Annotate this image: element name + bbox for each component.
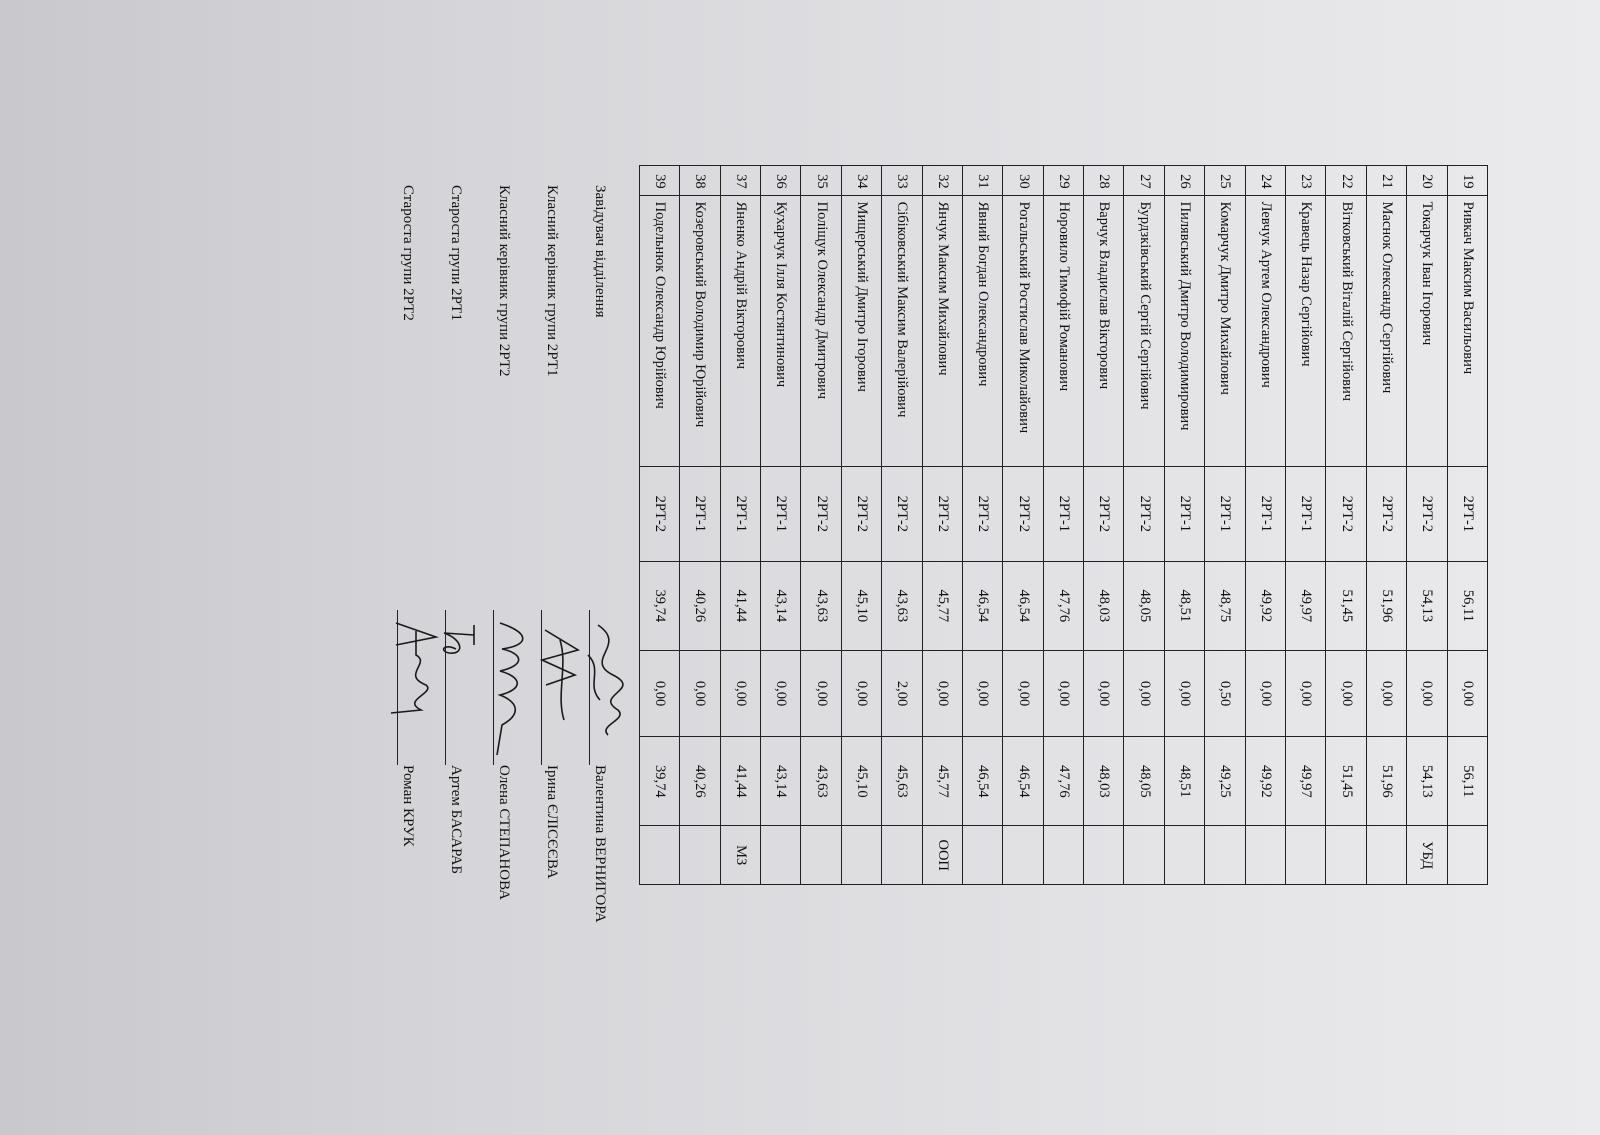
- signatory-name: Артем БАСАРАБ: [448, 765, 464, 875]
- total-score: 43,14: [760, 737, 800, 826]
- group-code: 2РТ-2: [882, 466, 922, 561]
- table-row: [1286, 166, 1326, 885]
- student-name: Явний Богдан Олександрович: [962, 195, 1002, 466]
- student-name: Комарчук Дмитро Михайлович: [1205, 195, 1245, 466]
- row-number: 22: [1326, 166, 1366, 196]
- table-row: [680, 166, 720, 885]
- signature-row: [584, 165, 608, 1015]
- total-score: 49,92: [1245, 737, 1285, 826]
- average-score: 43,63: [882, 561, 922, 650]
- average-score: 45,77: [922, 561, 962, 650]
- bonus-points: 0,00: [1366, 650, 1406, 736]
- average-score: 39,74: [639, 561, 679, 650]
- row-number: 27: [1124, 166, 1164, 196]
- bonus-points: 0,00: [760, 650, 800, 736]
- student-name: Козеровський Володимир Юрійович: [680, 195, 720, 466]
- table-row: [841, 166, 881, 885]
- note-cell: [1084, 826, 1124, 885]
- signature-row: [536, 165, 560, 1015]
- student-name: Яненко Андрій Вікторович: [720, 195, 760, 466]
- average-score: 48,51: [1164, 561, 1204, 650]
- group-code: 2РТ-2: [639, 466, 679, 561]
- bonus-points: 0,00: [720, 650, 760, 736]
- student-name: Сібіковський Максим Валерійович: [882, 195, 922, 466]
- group-code: 2РТ-1: [1205, 466, 1245, 561]
- bonus-points: 0,00: [1003, 650, 1043, 736]
- bonus-points: 0,00: [1124, 650, 1164, 736]
- bonus-points: 0,00: [639, 650, 679, 736]
- total-score: 40,26: [680, 737, 720, 826]
- bonus-points: 2,00: [882, 650, 922, 736]
- group-code: 2РТ-2: [801, 466, 841, 561]
- student-name: Ривкач Максим Васильович: [1447, 195, 1487, 466]
- student-name: Поліщук Олександр Дмитрович: [801, 195, 841, 466]
- note-cell: [1164, 826, 1204, 885]
- group-code: 2РТ-1: [1286, 466, 1326, 561]
- table-row: [1407, 166, 1447, 885]
- average-score: 49,92: [1245, 561, 1285, 650]
- row-number: 23: [1286, 166, 1326, 196]
- signature-line: [397, 610, 398, 765]
- student-name: Норовило Тимофій Романович: [1043, 195, 1083, 466]
- student-name: Кравець Назар Сергійович: [1286, 195, 1326, 466]
- student-name: Подельнюк Олександр Юрійович: [639, 195, 679, 466]
- note-cell: МЗ: [720, 826, 760, 885]
- total-score: 45,10: [841, 737, 881, 826]
- average-score: 41,44: [720, 561, 760, 650]
- row-number: 21: [1366, 166, 1406, 196]
- row-number: 26: [1164, 166, 1204, 196]
- note-cell: [801, 826, 841, 885]
- group-code: 2РТ-2: [841, 466, 881, 561]
- note-cell: [1245, 826, 1285, 885]
- note-cell: [1205, 826, 1245, 885]
- group-code: 2РТ-2: [1124, 466, 1164, 561]
- average-score: 47,76: [1043, 561, 1083, 650]
- average-score: 54,13: [1407, 561, 1447, 650]
- group-code: 2РТ-1: [1447, 466, 1487, 561]
- total-score: 48,51: [1164, 737, 1204, 826]
- handwritten-signature: [386, 615, 446, 765]
- student-name: Маснок Олександр Сергійович: [1366, 195, 1406, 466]
- signatory-name: Валентина ВЕРНИГОРА: [592, 765, 608, 923]
- bonus-points: 0,00: [1447, 650, 1487, 736]
- average-score: 46,54: [1003, 561, 1043, 650]
- rotated-document-content: [388, 165, 1488, 1015]
- table-row: [1447, 166, 1487, 885]
- group-code: 2РТ-1: [1245, 466, 1285, 561]
- average-score: 48,05: [1124, 561, 1164, 650]
- row-number: 20: [1407, 166, 1447, 196]
- table-row: [1164, 166, 1204, 885]
- group-code: 2РТ-1: [1164, 466, 1204, 561]
- student-name: Мищерський Дмитро Ігорович: [841, 195, 881, 466]
- row-number: 25: [1205, 166, 1245, 196]
- signature-row: [392, 165, 416, 1015]
- group-code: 2РТ-1: [760, 466, 800, 561]
- total-score: 51,45: [1326, 737, 1366, 826]
- row-number: 24: [1245, 166, 1285, 196]
- total-score: 49,25: [1205, 737, 1245, 826]
- table-row: [1326, 166, 1366, 885]
- note-cell: УБД: [1407, 826, 1447, 885]
- note-cell: [1124, 826, 1164, 885]
- table-row: [962, 166, 1002, 885]
- note-cell: [1003, 826, 1043, 885]
- rating-table: [639, 165, 1488, 885]
- bonus-points: 0,50: [1205, 650, 1245, 736]
- total-score: 45,77: [922, 737, 962, 826]
- group-code: 2РТ-1: [720, 466, 760, 561]
- average-score: 48,03: [1084, 561, 1124, 650]
- group-code: 2РТ-1: [680, 466, 720, 561]
- student-name: Пилявський Дмитро Володимирович: [1164, 195, 1204, 466]
- group-code: 2РТ-1: [1043, 466, 1083, 561]
- average-score: 45,10: [841, 561, 881, 650]
- table-row: [1124, 166, 1164, 885]
- student-name: Токарчук Іван Ігорович: [1407, 195, 1447, 466]
- total-score: 54,13: [1407, 737, 1447, 826]
- signatory-name: Роман КРУК: [400, 765, 416, 847]
- row-number: 39: [639, 166, 679, 196]
- signatory-title: Класний керівник групи 2РТ1: [544, 185, 560, 377]
- group-code: 2РТ-2: [922, 466, 962, 561]
- total-score: 46,54: [1003, 737, 1043, 826]
- signatory-title: Староста групи 2РТ1: [448, 185, 464, 321]
- bonus-points: 0,00: [1326, 650, 1366, 736]
- group-code: 2РТ-2: [1084, 466, 1124, 561]
- signatory-name: Олена СТЕПАНОВА: [496, 765, 512, 900]
- rating-table-body: [639, 166, 1487, 885]
- note-cell: ООП: [922, 826, 962, 885]
- total-score: 46,54: [962, 737, 1002, 826]
- average-score: 51,96: [1366, 561, 1406, 650]
- row-number: 19: [1447, 166, 1487, 196]
- row-number: 36: [760, 166, 800, 196]
- student-name: Вітковський Віталій Сергійович: [1326, 195, 1366, 466]
- note-cell: [882, 826, 922, 885]
- bonus-points: 0,00: [1407, 650, 1447, 736]
- bonus-points: 0,00: [801, 650, 841, 736]
- signature-row: [440, 165, 464, 1015]
- row-number: 31: [962, 166, 1002, 196]
- table-row: [1366, 166, 1406, 885]
- row-number: 30: [1003, 166, 1043, 196]
- note-cell: [760, 826, 800, 885]
- table-row: [1245, 166, 1285, 885]
- signatory-title: Завідувач відділення: [592, 185, 608, 318]
- table-row: [1043, 166, 1083, 885]
- student-name: Бурдзківський Сергій Сергійович: [1124, 195, 1164, 466]
- row-number: 29: [1043, 166, 1083, 196]
- average-score: 48,75: [1205, 561, 1245, 650]
- group-code: 2РТ-2: [962, 466, 1002, 561]
- total-score: 39,74: [639, 737, 679, 826]
- total-score: 51,96: [1366, 737, 1406, 826]
- bonus-points: 0,00: [1245, 650, 1285, 736]
- note-cell: [1447, 826, 1487, 885]
- average-score: 43,63: [801, 561, 841, 650]
- table-row: [1084, 166, 1124, 885]
- bonus-points: 0,00: [841, 650, 881, 736]
- row-number: 33: [882, 166, 922, 196]
- row-number: 35: [801, 166, 841, 196]
- table-row: [882, 166, 922, 885]
- average-score: 49,97: [1286, 561, 1326, 650]
- row-number: 34: [841, 166, 881, 196]
- group-code: 2РТ-2: [1366, 466, 1406, 561]
- row-number: 32: [922, 166, 962, 196]
- average-score: 56,11: [1447, 561, 1487, 650]
- table-row: [922, 166, 962, 885]
- total-score: 48,05: [1124, 737, 1164, 826]
- table-row: [801, 166, 841, 885]
- table-row: [1003, 166, 1043, 885]
- note-cell: [1043, 826, 1083, 885]
- group-code: 2РТ-2: [1407, 466, 1447, 561]
- bonus-points: 0,00: [1084, 650, 1124, 736]
- total-score: 48,03: [1084, 737, 1124, 826]
- total-score: 41,44: [720, 737, 760, 826]
- signature-row: [488, 165, 512, 1015]
- total-score: 47,76: [1043, 737, 1083, 826]
- group-code: 2РТ-2: [1003, 466, 1043, 561]
- group-code: 2РТ-2: [1326, 466, 1366, 561]
- average-score: 51,45: [1326, 561, 1366, 650]
- student-name: Левчук Артем Олександрович: [1245, 195, 1285, 466]
- note-cell: [1326, 826, 1366, 885]
- total-score: 49,97: [1286, 737, 1326, 826]
- signatory-title: Класний керівник групи 2РТ2: [496, 185, 512, 377]
- student-name: Рогальський Ростислав Миколайович: [1003, 195, 1043, 466]
- bonus-points: 0,00: [1164, 650, 1204, 736]
- bonus-points: 0,00: [1286, 650, 1326, 736]
- student-name: Янчук Максим Михайлович: [922, 195, 962, 466]
- note-cell: [1286, 826, 1326, 885]
- student-name: Кухарчук Ілля Костянтинович: [760, 195, 800, 466]
- note-cell: [639, 826, 679, 885]
- signatory-title: Староста групи 2РТ2: [400, 185, 416, 321]
- note-cell: [962, 826, 1002, 885]
- note-cell: [680, 826, 720, 885]
- student-name: Варчук Владислав Вікторович: [1084, 195, 1124, 466]
- note-cell: [1366, 826, 1406, 885]
- bonus-points: 0,00: [1043, 650, 1083, 736]
- total-score: 45,63: [882, 737, 922, 826]
- table-row: [1205, 166, 1245, 885]
- note-cell: [841, 826, 881, 885]
- total-score: 56,11: [1447, 737, 1487, 826]
- table-row: [720, 166, 760, 885]
- bonus-points: 0,00: [922, 650, 962, 736]
- average-score: 43,14: [760, 561, 800, 650]
- row-number: 38: [680, 166, 720, 196]
- bonus-points: 0,00: [680, 650, 720, 736]
- row-number: 37: [720, 166, 760, 196]
- table-row: [639, 166, 679, 885]
- table-row: [760, 166, 800, 885]
- bonus-points: 0,00: [962, 650, 1002, 736]
- average-score: 40,26: [680, 561, 720, 650]
- signatory-name: Ірина ЄЛІСЄЄВА: [544, 765, 560, 879]
- total-score: 43,63: [801, 737, 841, 826]
- average-score: 46,54: [962, 561, 1002, 650]
- row-number: 28: [1084, 166, 1124, 196]
